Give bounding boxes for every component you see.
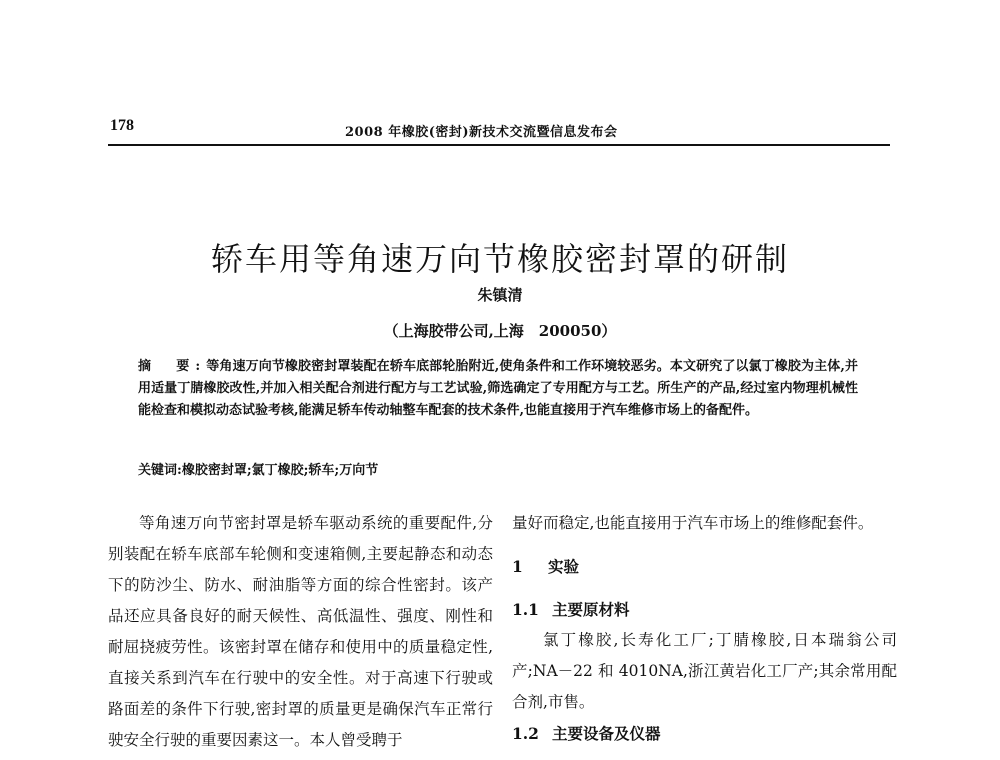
subsection-number: 1.1 bbox=[512, 600, 539, 619]
paper-title: 轿车用等角速万向节橡胶密封罩的研制 bbox=[210, 240, 789, 279]
subsection-title: 主要设备及仪器 bbox=[552, 724, 661, 743]
header-rule bbox=[108, 144, 890, 146]
section-number: 1 bbox=[512, 557, 523, 576]
abstract bbox=[138, 356, 858, 422]
left-column bbox=[108, 508, 493, 756]
affiliation: （上海胶带公司,上海 200050） bbox=[383, 322, 617, 340]
keywords-label: 关键词: bbox=[138, 463, 182, 478]
subsection-heading-1-1 bbox=[512, 594, 897, 625]
intro-paragraph: 等角速万向节密封罩是轿车驱动系统的重要配件,分别装配在轿车底部车轮侧和变速箱侧,主要起静态和动态下的防沙尘、防水、耐油脂等方面的综合性密封。该产品还应具备良好的耐天候性、高低温性、强度、刚性和耐屈挠疲劳性。该密封罩在储存和使用中的质量稳定性,直接关系到汽车在行驶中的安全性。对于高速下行驶或路面差的条件下行驶,密封罩的质量更是确保汽车正常行驶安全行驶的重要因素这一。本人曾受聘于 bbox=[108, 514, 493, 749]
keywords-text: 橡胶密封罩;氯丁橡胶;轿车;万向节 bbox=[181, 463, 379, 478]
abstract-text: 等角速万向节橡胶密封罩装配在轿车底部轮胎附近,使角条件和工作环境较恶劣。本文研究了以氯丁橡胶为主体,并用适量丁腈橡胶改性,并加入相关配合剂进行配方与工艺试验,筛选确定了专用配方与工艺。所生产的产品,经过室内物理机械性能检查和模拟动态试验考核,能满足轿车传动轴整车配套的技术条件,也能直接用于汽车维修市场上的备配件。 bbox=[138, 359, 858, 418]
subsection-title: 主要原材料 bbox=[552, 600, 630, 619]
keywords bbox=[138, 460, 858, 482]
abstract-label: 摘 要: bbox=[138, 359, 207, 374]
right-column bbox=[512, 508, 897, 749]
materials-paragraph: 氯丁橡胶,长寿化工厂;丁腈橡胶,日本瑞翁公司产;NA－22 和 4010NA,浙江黄岩化工厂产;其余常用配合剂,市售。 bbox=[512, 631, 897, 711]
page-number: 178 bbox=[110, 117, 134, 134]
intro-continuation: 量好而稳定,也能直接用于汽车市场上的维修配套件。 bbox=[512, 514, 874, 532]
section-heading-1 bbox=[512, 551, 897, 582]
author: 朱镇清 bbox=[477, 286, 523, 304]
subsection-number: 1.2 bbox=[512, 724, 539, 743]
section-title: 实验 bbox=[548, 557, 580, 576]
running-header: 2008 年橡胶(密封)新技术交流暨信息发布会 bbox=[345, 125, 618, 140]
subsection-heading-1-2 bbox=[512, 718, 897, 749]
